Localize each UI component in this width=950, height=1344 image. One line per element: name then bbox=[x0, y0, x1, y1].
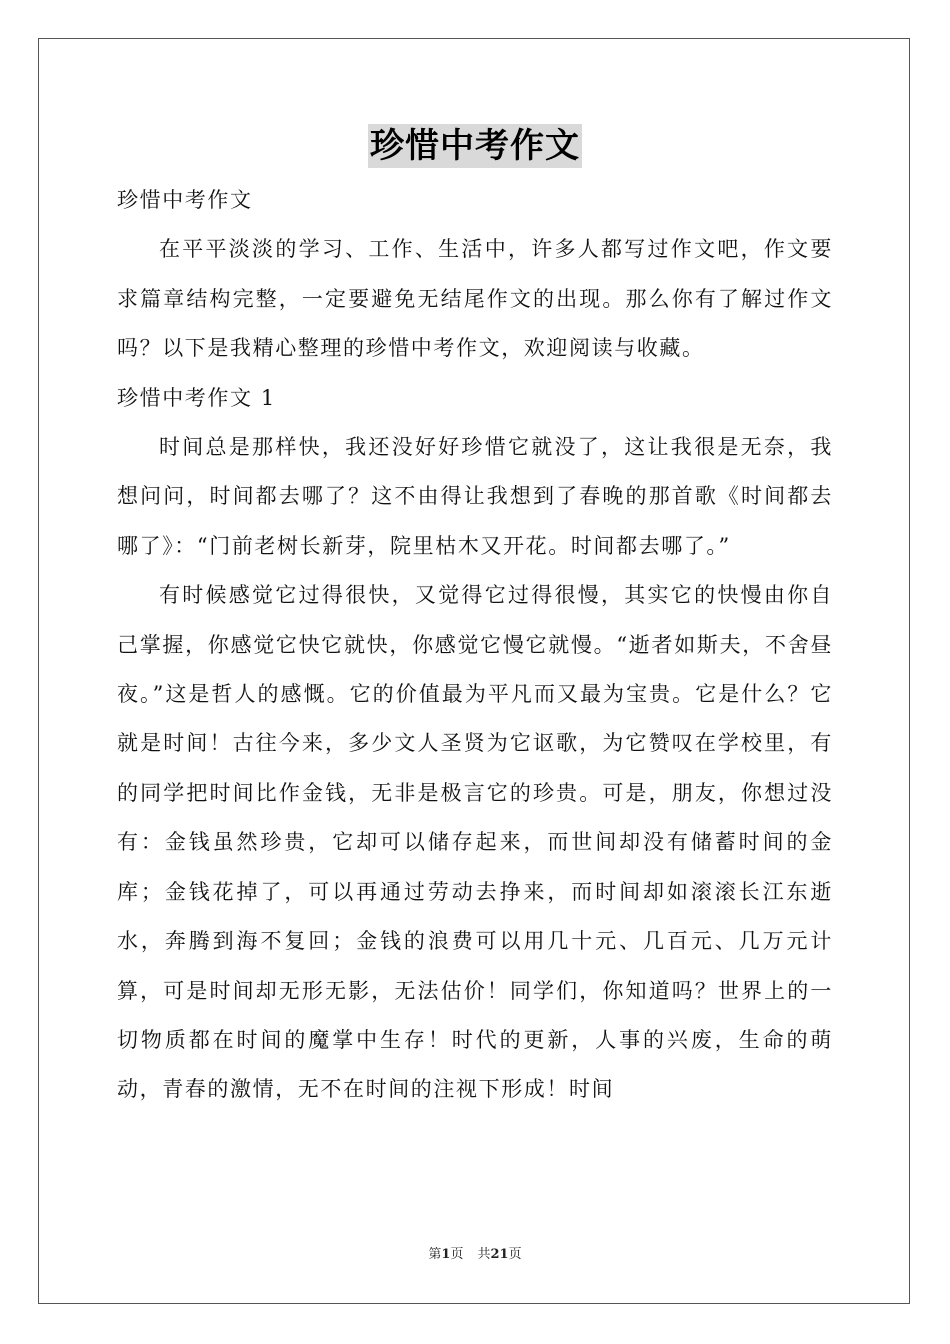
page-current: 1 bbox=[441, 1247, 451, 1262]
section-heading: 珍惜中考作文 bbox=[117, 188, 253, 212]
intro-paragraph: 在平平淡淡的学习、工作、生活中，许多人都写过作文吧，作文要求篇章结构完整，一定要避免无结尾作文的出现。那么你有了解过作文吗？以下是我精心整理的珍惜中考作文，欢迎阅读与收藏。 bbox=[117, 237, 833, 361]
document-body bbox=[117, 176, 833, 1115]
document-title: 珍惜中考作文 bbox=[370, 126, 580, 166]
page-footer bbox=[0, 1246, 950, 1264]
page-unit: 页 bbox=[450, 1247, 464, 1262]
total-unit: 页 bbox=[508, 1247, 522, 1262]
body-paragraph: 时间总是那样快，我还没好好珍惜它就没了，这让我很是无奈，我想问问，时间都去哪了？这不由得让我想到了春晚的那首歌《时间都去哪了》：“门前老树长新芽，院里枯木又开花。时间都去哪了。” bbox=[117, 435, 833, 558]
page-prefix: 第 bbox=[428, 1247, 442, 1262]
title-container bbox=[0, 124, 950, 168]
total-prefix: 共 bbox=[477, 1247, 491, 1262]
essay-heading-1: 珍惜中考作文 1 bbox=[117, 385, 276, 410]
body-paragraph: 有时候感觉它过得很快，又觉得它过得很慢，其实它的快慢由你自己掌握，你感觉它快它就快，你感觉它慢它就慢。“逝者如斯夫，不舍昼夜。”这是哲人的感慨。它的价值最为平凡而又最为宝贵。它是什么？它就是时间！古往今来，多少文人圣贤为它讴歌，为它赞叹在学校里，有的同学把时间比作金钱，无非是极言它的珍贵。可是，朋友，你想过没有：金钱虽然珍贵，它却可以储存起来，而世间却没有储蓄时间的金库；金钱花掉了，可以再通过劳动去挣来，而时间却如滚滚长江东逝水，奔腾到海不复回；金钱的浪费可以用几十元、几百元、几万元计算，可是时间却无形无影，无法估价！同学们，你知道吗？世界上的一切物质都在时间的魔掌中生存！时代的更新，人事的兴废，生命的萌动，青春的激情，无不在时间的注视下形成！时间 bbox=[117, 583, 833, 1102]
page-total: 21 bbox=[490, 1247, 509, 1262]
